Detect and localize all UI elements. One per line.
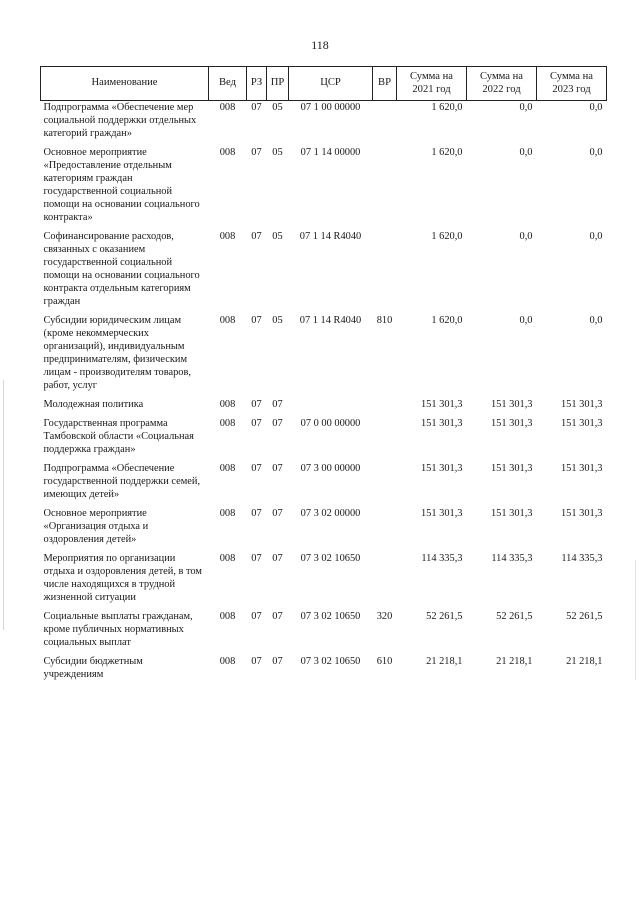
row-name: Субсидии бюджетным учреждениям <box>43 656 143 680</box>
row-pr: 05 <box>272 315 283 326</box>
row-sum-2022: 151 301,3 <box>490 508 533 519</box>
row-sum-2023: 0,0 <box>589 315 603 326</box>
row-sum-2021: 1 620,0 <box>431 231 463 242</box>
row-pr: 05 <box>272 102 283 113</box>
row-rz: 07 <box>251 418 262 429</box>
row-ved: 008 <box>219 399 236 410</box>
row-ved: 008 <box>219 315 236 326</box>
table-row <box>41 101 607 147</box>
header-sum-2022: Сумма на 2022 год <box>467 67 537 101</box>
budget-table <box>40 66 607 687</box>
row-sum-2021: 151 301,3 <box>420 463 463 474</box>
row-sum-2022: 151 301,3 <box>490 399 533 410</box>
row-name: Основное мероприятие «Организация отдыха и оздоровления детей» <box>43 508 149 545</box>
row-sum-2022: 0,0 <box>519 102 533 113</box>
row-vr: 320 <box>376 611 393 622</box>
row-name: Мероприятия по организации отдыха и оздоровления детей, в том числе находящихся в трудной жизненной ситуации <box>43 553 202 603</box>
row-name: Социальные выплаты гражданам, кроме публичных нормативных социальных выплат <box>43 611 193 648</box>
row-vr <box>373 101 397 147</box>
row-pr: 07 <box>272 656 283 667</box>
row-sum-2022: 0,0 <box>519 315 533 326</box>
row-rz: 07 <box>251 508 262 519</box>
row-pr: 05 <box>272 147 283 158</box>
row-name: Государственная программа Тамбовской области «Социальная поддержка граждан» <box>43 418 194 455</box>
row-csr: 07 1 14 R4040 <box>299 231 362 242</box>
row-pr: 07 <box>272 418 283 429</box>
row-pr: 05 <box>272 231 283 242</box>
row-name: Подпрограмма «Обеспечение мер социальной поддержки отдельных категорий граждан» <box>43 102 197 139</box>
row-vr <box>373 417 397 462</box>
row-ved: 008 <box>219 553 236 564</box>
page-number: 118 <box>311 38 329 52</box>
row-sum-2023: 114 335,3 <box>561 553 603 564</box>
row-sum-2023: 0,0 <box>589 102 603 113</box>
row-csr: 07 1 14 00000 <box>300 147 361 158</box>
row-sum-2023: 151 301,3 <box>560 508 603 519</box>
table-row <box>41 314 607 398</box>
row-ved: 008 <box>219 611 236 622</box>
row-vr <box>373 230 397 314</box>
row-sum-2022: 0,0 <box>519 147 533 158</box>
row-vr: 610 <box>376 656 393 667</box>
row-csr: 07 3 02 10650 <box>300 611 361 622</box>
header-sum-2021: Сумма на 2021 год <box>397 67 467 101</box>
row-rz: 07 <box>251 553 262 564</box>
row-sum-2022: 21 218,1 <box>496 656 533 667</box>
row-sum-2023: 151 301,3 <box>560 399 603 410</box>
scan-artifact-line <box>635 560 636 680</box>
row-ved: 008 <box>219 508 236 519</box>
row-ved: 008 <box>219 147 236 158</box>
table-body <box>41 101 607 688</box>
row-name: Субсидии юридическим лицам (кроме некоммерческих организаций), индивидуальным предпринимателям, физическим лицам - производителям товаров, работ, услуг <box>43 315 192 391</box>
row-sum-2021: 52 261,5 <box>426 611 463 622</box>
row-ved: 008 <box>219 656 236 667</box>
header-sum-2023: Сумма на 2023 год <box>537 67 607 101</box>
header-vr: ВР <box>373 67 397 101</box>
row-vr: 810 <box>376 315 393 326</box>
row-rz: 07 <box>251 102 262 113</box>
row-sum-2021: 151 301,3 <box>420 399 463 410</box>
table-row <box>41 610 607 655</box>
row-pr: 07 <box>272 553 283 564</box>
row-pr: 07 <box>272 463 283 474</box>
table-row <box>41 462 607 507</box>
row-pr: 07 <box>272 611 283 622</box>
row-rz: 07 <box>251 656 262 667</box>
table-row <box>41 552 607 610</box>
scan-artifact-line <box>3 380 4 630</box>
row-rz: 07 <box>251 611 262 622</box>
row-sum-2021: 114 335,3 <box>421 553 463 564</box>
row-rz: 07 <box>251 147 262 158</box>
row-sum-2021: 1 620,0 <box>431 102 463 113</box>
row-name: Молодежная политика <box>43 399 144 410</box>
table-row <box>41 398 607 417</box>
row-csr: 07 0 00 00000 <box>300 418 361 429</box>
row-pr: 07 <box>272 399 283 410</box>
row-sum-2023: 0,0 <box>589 231 603 242</box>
row-csr: 07 1 14 R4040 <box>299 315 362 326</box>
row-sum-2022: 0,0 <box>519 231 533 242</box>
row-csr: 07 3 02 10650 <box>300 656 361 667</box>
row-sum-2022: 52 261,5 <box>496 611 533 622</box>
header-csr: ЦСР <box>289 67 373 101</box>
row-vr <box>373 146 397 230</box>
table-header <box>41 67 607 101</box>
row-sum-2021: 151 301,3 <box>420 508 463 519</box>
row-name: Подпрограмма «Обеспечение государственной поддержки семей, имеющих детей» <box>43 463 201 500</box>
row-sum-2023: 0,0 <box>589 147 603 158</box>
row-ved: 008 <box>219 418 236 429</box>
table-row <box>41 417 607 462</box>
row-vr <box>373 398 397 417</box>
row-sum-2021: 21 218,1 <box>426 656 463 667</box>
header-rz: РЗ <box>247 67 267 101</box>
row-csr: 07 3 02 10650 <box>300 553 361 564</box>
table-row <box>41 507 607 552</box>
row-vr <box>373 507 397 552</box>
row-sum-2022: 114 335,3 <box>491 553 533 564</box>
row-ved: 008 <box>219 463 236 474</box>
row-csr: 07 1 00 00000 <box>300 102 361 113</box>
row-ved: 008 <box>219 231 236 242</box>
row-csr: 07 3 00 00000 <box>300 463 361 474</box>
row-sum-2022: 151 301,3 <box>490 418 533 429</box>
row-ved: 008 <box>219 102 236 113</box>
row-sum-2023: 151 301,3 <box>560 418 603 429</box>
header-ved: Вед <box>209 67 247 101</box>
header-name: Наименование <box>41 67 209 101</box>
row-csr <box>289 398 373 417</box>
row-sum-2023: 52 261,5 <box>566 611 603 622</box>
row-sum-2021: 151 301,3 <box>420 418 463 429</box>
row-sum-2022: 151 301,3 <box>490 463 533 474</box>
header-pr: ПР <box>267 67 289 101</box>
row-sum-2023: 21 218,1 <box>566 656 603 667</box>
row-vr <box>373 552 397 610</box>
row-sum-2023: 151 301,3 <box>560 463 603 474</box>
row-rz: 07 <box>251 231 262 242</box>
table-row <box>41 146 607 230</box>
table-row <box>41 230 607 314</box>
row-rz: 07 <box>251 463 262 474</box>
row-name: Основное мероприятие «Предоставление отдельным категориям граждан государственной социальной помощи на основании социального контракта» <box>43 147 200 223</box>
row-csr: 07 3 02 00000 <box>300 508 361 519</box>
row-rz: 07 <box>251 399 262 410</box>
row-sum-2021: 1 620,0 <box>431 147 463 158</box>
row-sum-2021: 1 620,0 <box>431 315 463 326</box>
row-pr: 07 <box>272 508 283 519</box>
table-row <box>41 655 607 687</box>
row-vr <box>373 462 397 507</box>
row-name: Софинансирование расходов, связанных с оказанием государственной социальной помощи на основании социального контракта отдельным категориям граждан <box>43 231 200 307</box>
row-rz: 07 <box>251 315 262 326</box>
